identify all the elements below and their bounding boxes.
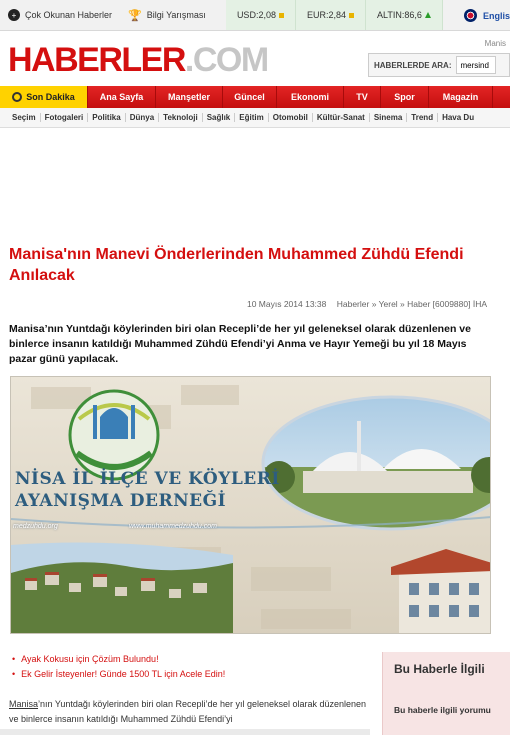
article-meta bbox=[9, 299, 487, 309]
quiz-link[interactable] bbox=[120, 0, 214, 30]
clock-icon bbox=[12, 92, 22, 102]
steady-icon bbox=[279, 13, 284, 18]
nav-spor[interactable]: Spor bbox=[381, 86, 429, 108]
nav-son-dakika[interactable] bbox=[0, 86, 88, 108]
subnav-egitim[interactable]: Eğitim bbox=[235, 113, 268, 122]
language-label: Englis bbox=[482, 10, 510, 21]
body-text: ’nın Yuntdağı köylerinden biri olan Recepli’de her yıl geleneksel olarak düzenlenen ve binlerce insanın katıldığı Muhammed Zühdü Efendi’yi bbox=[9, 699, 367, 724]
search-label: HABERLERDE ARA: bbox=[374, 60, 452, 70]
nav-label: Son Dakika bbox=[26, 92, 75, 102]
language-switch[interactable] bbox=[464, 0, 510, 31]
subnav-dunya[interactable]: Dünya bbox=[126, 113, 159, 122]
horizontal-scrollbar[interactable] bbox=[0, 729, 370, 735]
site-header bbox=[0, 31, 510, 85]
subnav-otomobil[interactable]: Otomobil bbox=[269, 113, 313, 122]
subnav-fotogaleri[interactable]: Fotogaleri bbox=[41, 113, 89, 122]
logo-main: HABERLER bbox=[8, 41, 185, 79]
article-lead: Manisa’nın Yuntdağı köylerinden biri olan Recepli’de her yıl geleneksel olarak düzenlenen ve binlerce insanın katıldığı Muhammed Zühdü Efendi’yi Anma ve Hayır Yemeği bu yıl 18 Mayıs pazar günü yapılacak. bbox=[9, 323, 471, 365]
up-arrow-icon bbox=[425, 12, 431, 18]
usd-rate bbox=[226, 0, 296, 30]
quiz-label: Bilgi Yarışması bbox=[146, 10, 206, 20]
logo-suffix: .COM bbox=[184, 41, 268, 79]
eur-value: EUR:2,84 bbox=[306, 10, 346, 20]
hero-heading-line2: AYANIŞMA DERNEĞİ bbox=[15, 491, 227, 511]
nav-ekonomi[interactable]: Ekonomi bbox=[277, 86, 344, 108]
hero-url-1: medzuhdu.org bbox=[13, 523, 58, 530]
gold-rate bbox=[366, 0, 443, 30]
top-bar bbox=[0, 0, 510, 31]
hero-heading-line1: NİSA İL İLÇE VE KÖYLERİ bbox=[15, 469, 280, 489]
trophy-icon: 🏆 bbox=[128, 9, 142, 22]
subnav-hava-durumu[interactable]: Hava Du bbox=[442, 113, 475, 122]
hero-url-2: www.muhammedzuhdu.com bbox=[129, 523, 217, 530]
subnav-secim[interactable]: Seçim bbox=[0, 113, 41, 122]
eur-rate bbox=[296, 0, 366, 30]
nav-tv[interactable]: TV bbox=[344, 86, 381, 108]
steady-icon bbox=[349, 13, 354, 18]
usd-value: USD:2,08 bbox=[236, 10, 276, 20]
subnav-teknoloji[interactable]: Teknoloji bbox=[159, 113, 203, 122]
related-link[interactable]: • Ayak Kokusu için Çözüm Bulundu! bbox=[12, 652, 372, 667]
most-read-label: Çok Okunan Haberler bbox=[25, 10, 113, 20]
uk-flag-icon bbox=[464, 9, 477, 22]
sidebar-heading: Bu Haberle İlgili bbox=[394, 662, 485, 676]
search-input[interactable] bbox=[456, 56, 496, 74]
article-breadcrumb[interactable]: Haberler » Yerel » Haber [6009880] İHA bbox=[336, 299, 487, 309]
main-nav bbox=[0, 86, 510, 108]
most-read-link[interactable] bbox=[0, 0, 120, 30]
related-link[interactable]: • Ek Gelir İsteyenler! Günde 1500 TL için Acele Edin! bbox=[12, 667, 372, 682]
nav-guncel[interactable]: Güncel bbox=[223, 86, 277, 108]
gold-value: ALTIN:86,6 bbox=[377, 10, 422, 20]
location-label: Manis bbox=[484, 39, 506, 48]
subnav-saglik[interactable]: Sağlık bbox=[203, 113, 236, 122]
nav-magazin[interactable]: Magazin bbox=[429, 86, 493, 108]
subnav-kultur-sanat[interactable]: Kültür-Sanat bbox=[313, 113, 370, 122]
related-links bbox=[12, 652, 372, 682]
search-box bbox=[368, 53, 510, 77]
body-link[interactable]: Manisa bbox=[9, 699, 39, 709]
article-date: 10 Mayıs 2014 13:38 bbox=[246, 299, 327, 309]
sub-nav bbox=[0, 108, 510, 128]
market-ticker bbox=[226, 0, 443, 30]
nav-mansetler[interactable]: Manşetler bbox=[156, 86, 223, 108]
related-sidebar bbox=[382, 652, 510, 735]
site-logo[interactable] bbox=[8, 41, 268, 80]
article-title: Manisa'nın Manevi Önderlerinden Muhammed Zühdü Efendi Anılacak bbox=[9, 246, 464, 284]
plus-circle-icon: + bbox=[8, 9, 20, 21]
article-body bbox=[9, 697, 374, 727]
subnav-politika[interactable]: Politika bbox=[88, 113, 125, 122]
subnav-sinema[interactable]: Sinema bbox=[370, 113, 407, 122]
subnav-trend[interactable]: Trend bbox=[407, 113, 438, 122]
nav-ana-sayfa[interactable]: Ana Sayfa bbox=[88, 86, 156, 108]
sidebar-subheading: Bu haberle ilgili yorumu bbox=[394, 705, 491, 715]
article-hero-image bbox=[10, 376, 491, 634]
